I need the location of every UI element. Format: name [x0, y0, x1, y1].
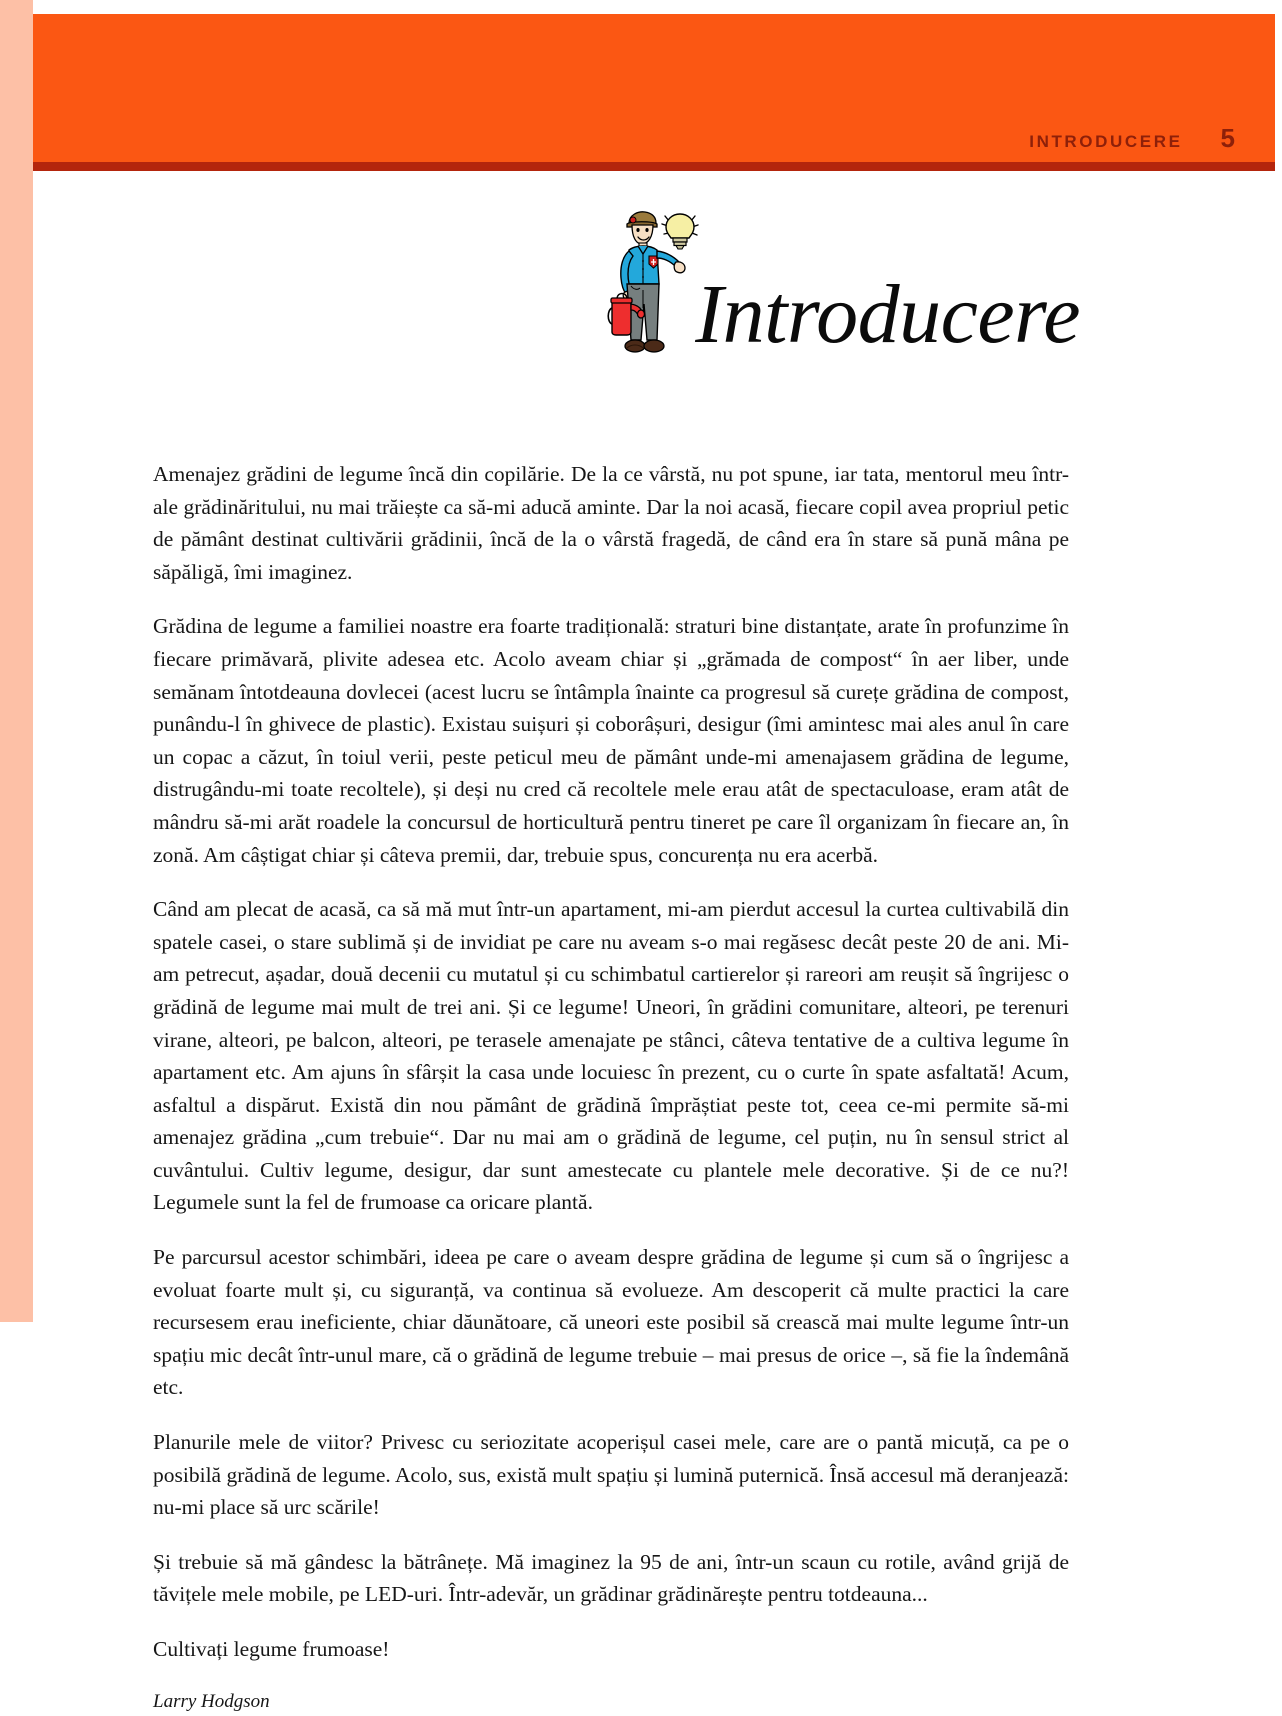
paragraph: Grădina de legume a familiei noastre era foarte tradițională: straturi bine distanțate, arate în profunzime în fiecare primăvară, plivite adesea etc. Acolo aveam chiar și „grămada de compost“ în aer liber, unde semănam întotdeauna dovlecei (acest lucru se întâmpla înainte ca progresul să curețe grădina de compost, punându-l în ghivece de plastic). Existau suișuri și coborâșuri, desigur (îmi amintesc mai ales anul în care un copac a căzut, în toiul verii, peste peticul meu de pământ unde-mi amenajasem grădina de legume, distrugându-mi toate recoltele), și deși nu cred că recoltele mele erau atât de spectaculoase, eram atât de mândru să-mi arăt roadele la concursul de horticultură pentru tineret pe care îl organizam în fiecare an, în zonă. Am câștigat chiar și câteva premii, dar, trebuie spus, concurența nu era acerbă.	[153, 614, 1069, 867]
paragraph: Și trebuie să mă gândesc la bătrânețe. Mă imaginez la 95 de ani, într-un scaun cu rotile, având grijă de tăvițele mele mobile, pe LED-uri. Într-adevăr, un grădinar grădinărește pentru totdeauna...	[153, 1549, 1069, 1607]
paragraph: Când am plecat de acasă, ca să mă mut într-un apartament, mi-am pierdut accesul la curtea cultivabilă din spatele casei, o stare sublimă și de invidiat pe care nu aveam s-o mai regăsesc decât peste 20 de ani. Mi-am petrecut, așadar, două decenii cu mutatul și cu schimbatul cartierelor și rareori am reușit să îngrijesc o grădină de legume mai mult de trei ani. Și ce legume! Uneori, în grădini comunitare, alteori, pe terenuri virane, alteori, pe balcon, alteori, pe terasele amenajate pe stânci, câteva tentative de a cultiva legume în apartament etc. Am ajuns în sfârșit la casa unde locuiesc în prezent, cu o curte în spate asfaltată! Acum, asfaltul a dispărut. Există din nou pământ de grădină împrăștiat peste tot, ceea ce-mi permite să-mi amenajez grădina „cum trebuie“. Dar nu mai am o grădină de legume, cel puțin, nu în sensul strict al cuvântului. Cultiv legume, desigur, dar sunt amestecate cu plantele mele decorative. Și de ce nu?! Legumele sunt la fel de frumoase ca oricare plantă.	[153, 897, 1069, 1215]
page-number: 5	[1220, 123, 1235, 153]
chapter-kicker-label: INTRODUCERE	[1029, 132, 1183, 151]
paragraph: Amenajez grădini de legume încă din copilărie. De la ce vârstă, nu pot spune, iar tata, mentorul meu într-ale grădinăritului, nu mai trăiește ca să-mi aducă aminte. Dar la noi acasă, fiecare copil avea propriul petic de pământ destinat cultivării grădinii, încă de la o vârstă fragedă, de când era în stare să pună mâna pe săpăligă, îmi imaginez.	[153, 462, 1069, 584]
introduction-body-text	[153, 458, 1069, 1716]
running-head	[1029, 123, 1235, 154]
gardener-with-idea-bulb-icon	[607, 204, 707, 369]
paragraph: Planurile mele de viitor? Privesc cu seriozitate acoperișul casei mele, care are o pantă micuță, ca pe o posibilă grădină de legume. Acolo, sus, există mult spațiu și lumină puternică. Însă accesul mă deranjează: nu-mi place să urc scările!	[153, 1430, 1069, 1520]
chapter-title-block	[0, 195, 1080, 375]
header-bottom-rule	[33, 162, 1275, 171]
paragraph: Pe parcursul acestor schimbări, ideea pe care o aveam despre grădina de legume și cum să o îngrijesc a evoluat foarte mult și, cu siguranță, va continua să evolueze. Am descoperit că multe practici la care recursesem erau ineficiente, chiar dăunătoare, că uneori este posibil să crească mai multe legume într-un spațiu mic decât într-unul mare, că o grădină de legume trebuie – mai presus de orice –, să fie la îndemână etc.	[153, 1245, 1069, 1400]
paragraph: Cultivați legume frumoase!	[153, 1637, 390, 1661]
author-signature: Larry Hodgson	[153, 1690, 270, 1712]
page-title: Introducere	[695, 268, 1080, 361]
chapter-header-band	[33, 14, 1275, 162]
